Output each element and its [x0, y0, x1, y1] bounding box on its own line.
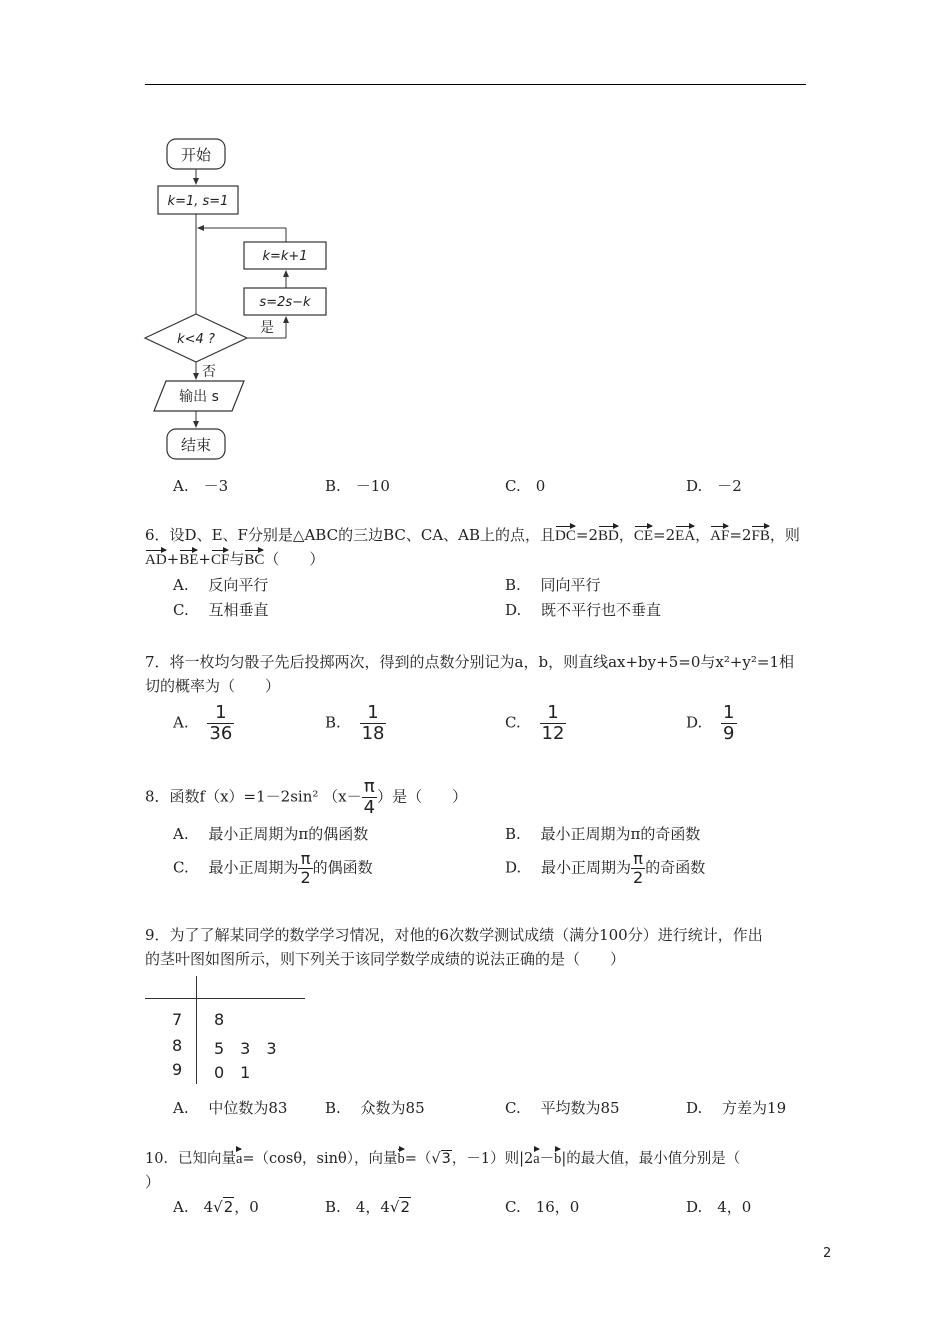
q8-c-den: 2	[300, 868, 311, 887]
q10-a-pre: A. 4	[173, 1198, 214, 1216]
q10-mid1: =（cosθ，sinθ），向量	[242, 1151, 398, 1167]
q6-option-d: D. 既不平行也不垂直	[505, 601, 662, 619]
q6-eq1: =2	[575, 526, 598, 544]
q8-stem	[145, 777, 467, 818]
q10-b-root: 2	[400, 1198, 410, 1216]
vec-dc: DC	[555, 525, 576, 547]
q10-a-root: 2	[223, 1198, 234, 1216]
q7-b-num: 1	[360, 703, 387, 724]
q7-d-num: 1	[723, 702, 735, 723]
q7-c-num: 1	[540, 703, 567, 724]
q9-option-c: C. 平均数为85	[505, 1099, 620, 1117]
q7-a-label: A.	[173, 713, 189, 732]
q7-c-den: 12	[541, 723, 565, 744]
header-rule	[145, 84, 806, 85]
vec-ea: EA	[675, 525, 695, 547]
flow-yes-label: 是	[260, 320, 274, 336]
flow-output-label: 输出 s	[179, 389, 219, 405]
vec-a: a	[236, 1148, 242, 1170]
q10-post: |的最大值，最小值分别是（	[561, 1151, 741, 1167]
q8-c-num: π	[298, 850, 312, 869]
vec-bc: BC	[244, 549, 264, 571]
q7-b-label: B.	[325, 713, 341, 732]
q10-option-b: B. 4，4√2	[325, 1198, 410, 1216]
q8-pre: 8．函数f（x）=1－2sin² （x－	[145, 787, 362, 806]
vec-ad: AD	[145, 549, 167, 571]
q7-b-den: 18	[361, 723, 385, 744]
q10-stem-line2: ）	[145, 1173, 161, 1191]
flow-init	[158, 186, 238, 214]
flow-start	[167, 139, 225, 169]
q6-stem-line2	[145, 548, 324, 571]
q6-plus2: +	[198, 550, 211, 568]
q10-root: 3	[441, 1151, 451, 1167]
q7-d-label: D.	[686, 713, 703, 732]
q10-pre: 10．已知向量	[145, 1151, 236, 1167]
flow-increment	[244, 242, 326, 269]
flow-end	[167, 429, 225, 459]
flow-update	[244, 288, 326, 315]
q6-eq2: =2	[653, 526, 676, 544]
q8-d-num: π	[631, 850, 645, 869]
vec-b: b	[397, 1148, 404, 1170]
q6-eq3: =2	[729, 526, 752, 544]
q8-d-post: 的奇函数	[645, 858, 706, 877]
flow-update-label: s=2s−k	[259, 295, 311, 310]
q10-option-d: D. 4，0	[686, 1198, 752, 1216]
stem-leaf-hline	[145, 998, 305, 999]
stem-2: 9	[172, 1060, 183, 1079]
q8-c-post: 的偶函数	[312, 858, 373, 877]
q10-option-a: A. 4√2，0	[173, 1198, 259, 1216]
stem-1: 8	[172, 1036, 183, 1055]
q6-option-b: B. 同向平行	[505, 576, 601, 594]
q7-option-b	[325, 703, 386, 744]
q6-yu: 与	[229, 550, 245, 568]
q6-option-a: A. 反向平行	[173, 576, 269, 594]
q7-stem-line1: 7．将一枚均匀骰子先后投掷两次，得到的点数分别记为a，b，则直线ax+by+5=0与x²+y²=1相	[145, 653, 795, 671]
q5-option-b: B. －10	[325, 477, 390, 495]
flow-end-label: 结束	[180, 436, 212, 454]
q8-d-pre: D. 最小正周期为	[505, 858, 632, 877]
q8-c-pre: C. 最小正周期为	[173, 858, 299, 877]
q7-d-den: 9	[723, 723, 735, 744]
q7-stem-line2: 切的概率为（ ）	[145, 677, 281, 695]
flowchart	[140, 130, 360, 470]
flow-no-label: 否	[202, 364, 216, 380]
q9-option-a: A. 中位数为83	[173, 1099, 288, 1117]
leaf-1: 5 3 3	[214, 1039, 277, 1058]
q9-option-b: B. 众数为85	[325, 1099, 425, 1117]
q9-option-d: D. 方差为19	[686, 1099, 787, 1117]
q8-option-c	[173, 850, 373, 887]
q7-option-c	[505, 703, 566, 744]
q5-option-c: C. 0	[505, 477, 546, 495]
q8-d-den: 2	[633, 868, 644, 887]
q9-stem-line2: 的茎叶图如图所示，则下列关于该同学数学成绩的说法正确的是（ ）	[145, 950, 626, 968]
flow-condition	[145, 314, 247, 362]
q6-tail: ，则	[769, 526, 800, 544]
q6-sep1: ，	[618, 526, 634, 544]
q8-option-d	[505, 850, 705, 887]
q6-option-c: C. 互相垂直	[173, 601, 269, 619]
vec-bd: BD	[598, 525, 619, 547]
q8-option-b: B. 最小正周期为π的奇函数	[505, 825, 701, 843]
q7-a-num: 1	[207, 703, 234, 724]
q8-option-a: A. 最小正周期为π的偶函数	[173, 825, 369, 843]
q6-paren: （ ）	[264, 550, 325, 568]
stem-leaf-vline	[196, 976, 197, 1084]
vec-fb: FB	[751, 525, 769, 547]
q7-option-d	[686, 703, 737, 744]
vec-a-2: a	[533, 1148, 539, 1170]
q9-stem-line1: 9．为了了解某同学的数学学习情况，对他的6次数学测试成绩（满分100分）进行统计，作出	[145, 926, 763, 944]
q7-a-den: 36	[209, 723, 233, 744]
leaf-2: 0 1	[214, 1063, 251, 1082]
flow-increment-label: k=k+1	[262, 249, 308, 264]
q5-option-a: A. －3	[173, 477, 229, 495]
q6-pre: 6．设D、E、F分别是△ABC的三边BC、CA、AB上的点，且	[145, 526, 556, 544]
q8-post: ）是（ ）	[377, 787, 468, 806]
vec-af: AF	[710, 525, 729, 547]
q10-a-post: ，0	[234, 1198, 259, 1216]
vec-b-2: b	[554, 1148, 561, 1170]
q10-minus: －	[539, 1151, 555, 1167]
q6-plus1: +	[166, 550, 180, 568]
q6-sep2: ，	[695, 526, 711, 544]
q10-mid2: =（	[404, 1151, 432, 1167]
q10-b-pre: B. 4，4	[325, 1198, 390, 1216]
vec-be: BE	[179, 549, 198, 571]
q10-stem-line1: 10．已知向量a=（cosθ，sinθ），向量b=（√3，－1）则|2a－b|的最大值，最小值分别是（	[145, 1148, 740, 1170]
page-number: 2	[823, 1246, 832, 1261]
flow-init-label: k=1, s=1	[167, 194, 229, 209]
vec-ce: CE	[634, 525, 653, 547]
flow-condition-label: k<4 ?	[177, 332, 215, 347]
leaf-0: 8	[214, 1010, 225, 1029]
q7-c-label: C.	[505, 713, 521, 732]
flow-start-label: 开始	[180, 146, 212, 164]
q7-option-a	[173, 703, 234, 744]
q6-stem-line1	[145, 524, 800, 547]
stem-0: 7	[172, 1010, 183, 1029]
q8-num: π	[362, 777, 377, 798]
flow-output	[154, 381, 244, 411]
q8-den: 4	[363, 797, 376, 818]
q10-mid3: ，－1）则|2	[451, 1151, 534, 1167]
vec-cf: CF	[211, 549, 229, 571]
q5-option-d: D. －2	[686, 477, 742, 495]
q10-option-c: C. 16，0	[505, 1198, 580, 1216]
